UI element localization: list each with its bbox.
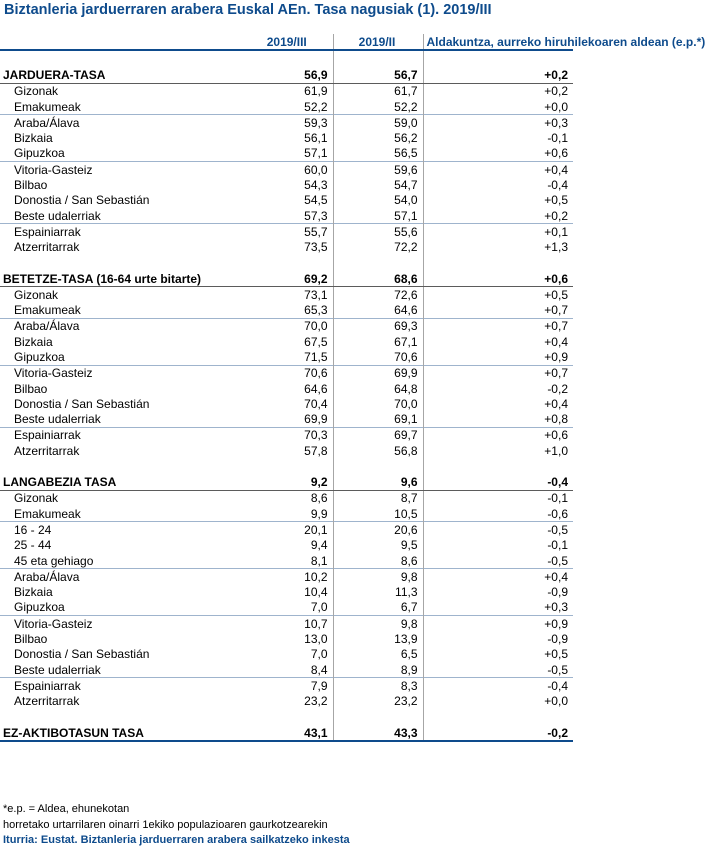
value-change: +0,4: [423, 334, 573, 349]
value-2019-iii: 67,5: [304, 334, 328, 349]
row-label: Gizonak: [14, 84, 59, 99]
spacer-cell: [333, 255, 423, 271]
value-2019-iii: 70,0: [243, 318, 333, 334]
section-label: LANGABEZIA TASA: [0, 474, 243, 490]
value-change: +0,2: [423, 83, 573, 99]
value-2019-ii: 54,0: [333, 193, 423, 208]
value-2019-ii: 13,9: [333, 631, 423, 646]
table-row: [0, 365, 573, 381]
section-value-change: +0,6: [423, 271, 573, 287]
row-label: Donostia / San Sebastián: [14, 647, 150, 662]
final-row: [0, 725, 573, 741]
value-2019-iii: 23,2: [304, 694, 328, 709]
header-2019-iii: 2019/III: [243, 34, 333, 50]
row-label: Bilbao: [14, 381, 48, 396]
value-change: +0,3: [423, 115, 573, 131]
value-2019-ii: 9,8: [333, 616, 423, 632]
value-2019-ii: 72,2: [333, 240, 423, 255]
value-2019-iii: 10,7: [243, 616, 333, 632]
spacer-cell: [333, 50, 423, 67]
table-row: [0, 240, 573, 255]
value-2019-iii: 20,1: [243, 522, 333, 538]
value-change: +0,7: [423, 318, 573, 334]
value-change: -0,1: [423, 130, 573, 145]
spacer-cell: [243, 255, 333, 271]
value-2019-iii: 13,0: [304, 632, 328, 647]
value-2019-iii: 73,1: [304, 287, 328, 302]
row-label: Araba/Álava: [0, 115, 243, 131]
value-2019-ii: 8,7: [333, 490, 423, 506]
value-2019-ii: 23,2: [333, 694, 423, 709]
table-row: [0, 538, 573, 553]
section-header-row: [0, 271, 573, 287]
value-2019-ii: 64,6: [333, 302, 423, 318]
row-label: Gizonak: [14, 287, 59, 302]
row-label: Bizkaia: [14, 585, 53, 600]
table-row: [0, 177, 573, 192]
value-2019-iii: 70,6: [243, 365, 333, 381]
row-label: Espainiarrak: [0, 427, 243, 443]
table-row: [0, 349, 573, 365]
header-blank: [0, 34, 243, 50]
row-label: Vitoria-Gasteiz: [0, 162, 243, 178]
row-label: Vitoria-Gasteiz: [0, 616, 243, 632]
value-2019-iii: 60,0: [243, 162, 333, 178]
header-change: Aldakuntza, aurreko hiruhilekoaren aldean (e.p.*): [423, 34, 573, 50]
final-value-2019-ii: 43,3: [333, 725, 423, 741]
source-note: Iturria: Eustat. Biztanleria jarduerraren arabera sailkatzeko inkesta: [3, 834, 350, 846]
section-value-change: +0,2: [423, 67, 573, 83]
table-row: [0, 334, 573, 349]
spacer-cell: [243, 709, 333, 725]
table-row: [0, 208, 573, 224]
value-change: +0,4: [423, 162, 573, 178]
value-change: +0,4: [423, 396, 573, 411]
table-row: [0, 287, 573, 303]
value-2019-iii: 10,4: [304, 585, 328, 600]
table-row: [0, 146, 573, 162]
value-change: -0,5: [423, 522, 573, 538]
value-2019-ii: 6,7: [333, 600, 423, 616]
value-2019-iii: 55,7: [243, 224, 333, 240]
value-2019-ii: 56,5: [333, 146, 423, 162]
spacer-cell: [333, 458, 423, 474]
table-row: [0, 616, 573, 632]
value-2019-iii: 10,2: [243, 569, 333, 585]
row-label: Bilbao: [14, 632, 48, 647]
value-change: -0,5: [423, 662, 573, 678]
value-change: -0,1: [423, 538, 573, 553]
row-label: Araba/Álava: [0, 569, 243, 585]
value-2019-iii: 54,3: [304, 178, 328, 193]
row-label: Beste udalerriak: [14, 412, 101, 427]
value-2019-iii: 56,1: [304, 131, 328, 146]
row-label: Atzerritarrak: [14, 443, 80, 458]
section-label: JARDUERA-TASA: [0, 67, 243, 83]
value-2019-iii: 57,8: [304, 443, 328, 458]
value-2019-ii: 69,3: [333, 318, 423, 334]
row-label: Gipuzkoa: [14, 600, 65, 615]
value-change: +0,7: [423, 365, 573, 381]
spacer-row: [0, 255, 573, 271]
note-basis: horretako urtarrilaren oinarri 1ekiko populazioaren gaurkotzearekin: [3, 818, 328, 831]
value-2019-iii: 57,1: [304, 146, 328, 161]
table-row: [0, 490, 573, 506]
section-value-2019-iii: 56,9: [243, 67, 333, 83]
value-change: +1,0: [423, 443, 573, 458]
value-2019-iii: 8,4: [310, 662, 328, 677]
table-row: [0, 694, 573, 709]
section-value-2019-ii: 56,7: [333, 67, 423, 83]
row-label: Donostia / San Sebastián: [14, 396, 150, 411]
row-label: Vitoria-Gasteiz: [0, 365, 243, 381]
final-label: EZ-AKTIBOTASUN TASA: [0, 725, 243, 741]
row-label: Emakumeak: [14, 99, 81, 114]
section-value-2019-iii: 69,2: [243, 271, 333, 287]
row-label: Emakumeak: [14, 303, 81, 318]
spacer-cell: [0, 458, 243, 474]
row-label: Gipuzkoa: [14, 349, 65, 364]
row-label: Donostia / San Sebastián: [14, 193, 150, 208]
spacer-cell: [0, 709, 243, 725]
table-row: [0, 678, 573, 694]
table-row: [0, 302, 573, 318]
footnotes: [3, 802, 573, 849]
section-label: BETETZE-TASA (16-64 urte bitarte): [0, 271, 243, 287]
row-label: Araba/Álava: [0, 318, 243, 334]
value-2019-ii: 8,6: [333, 553, 423, 569]
value-2019-iii: 8,1: [310, 553, 328, 568]
table-row: [0, 553, 573, 569]
value-2019-ii: 69,7: [333, 427, 423, 443]
row-label: Emakumeak: [14, 506, 81, 521]
value-2019-iii: 64,6: [304, 381, 328, 396]
value-change: +0,0: [423, 99, 573, 115]
value-2019-ii: 59,6: [333, 162, 423, 178]
table-row: [0, 162, 573, 178]
table-row: [0, 585, 573, 600]
row-label: Gipuzkoa: [14, 146, 65, 161]
value-change: +1,3: [423, 240, 573, 255]
header-2019-ii: 2019/II: [333, 34, 423, 50]
table-row: [0, 83, 573, 99]
section-value-2019-ii: 9,6: [333, 474, 423, 490]
value-2019-ii: 54,7: [333, 177, 423, 192]
table-row: [0, 115, 573, 131]
table-row: [0, 427, 573, 443]
value-change: -0,6: [423, 506, 573, 522]
value-2019-ii: 64,8: [333, 381, 423, 396]
value-change: +0,6: [423, 146, 573, 162]
value-2019-ii: 56,2: [333, 130, 423, 145]
value-2019-ii: 57,1: [333, 208, 423, 224]
value-change: +0,1: [423, 224, 573, 240]
value-2019-ii: 9,8: [333, 569, 423, 585]
value-2019-iii: 7,0: [310, 600, 328, 615]
section-header-row: [0, 474, 573, 490]
spacer-cell: [0, 255, 243, 271]
value-change: +0,5: [423, 193, 573, 208]
value-2019-ii: 70,6: [333, 349, 423, 365]
table-row: [0, 224, 573, 240]
section-header-row: [0, 67, 573, 83]
table-row: [0, 99, 573, 115]
value-change: +0,9: [423, 616, 573, 632]
final-value-change: -0,2: [423, 725, 573, 741]
value-2019-iii: 54,5: [304, 193, 328, 208]
row-label: Bizkaia: [14, 131, 53, 146]
section-value-change: -0,4: [423, 474, 573, 490]
row-label: Espainiarrak: [0, 224, 243, 240]
value-change: -0,4: [423, 678, 573, 694]
table-row: [0, 569, 573, 585]
spacer-row: [0, 458, 573, 474]
value-change: +0,4: [423, 569, 573, 585]
row-label: Atzerritarrak: [14, 694, 80, 709]
table-row: [0, 318, 573, 334]
value-2019-iii: 70,3: [243, 427, 333, 443]
value-2019-ii: 8,9: [333, 662, 423, 678]
value-2019-ii: 69,1: [333, 412, 423, 428]
value-2019-iii: 7,0: [310, 647, 328, 662]
value-2019-iii: 61,9: [304, 84, 328, 99]
spacer-cell: [423, 709, 573, 725]
value-change: +0,5: [423, 287, 573, 303]
spacer-cell: [0, 50, 243, 67]
value-2019-iii: 57,3: [304, 208, 328, 223]
note-ep: *e.p. = Aldea, ehunekotan: [3, 803, 130, 815]
row-label: Gizonak: [14, 491, 59, 506]
table-row: [0, 443, 573, 458]
value-2019-iii: 73,5: [304, 240, 328, 255]
value-2019-iii: 59,3: [243, 115, 333, 131]
value-change: +0,3: [423, 600, 573, 616]
table-title: Biztanleria jarduerraren arabera Euskal AEn. Tasa nagusiak (1). 2019/III: [4, 2, 492, 18]
table-row: [0, 631, 573, 646]
value-change: -0,2: [423, 381, 573, 396]
value-2019-iii: 71,5: [304, 349, 328, 364]
row-label: 16 - 24: [0, 522, 243, 538]
row-label: Espainiarrak: [0, 678, 243, 694]
value-change: +0,7: [423, 302, 573, 318]
value-2019-ii: 72,6: [333, 287, 423, 303]
value-2019-ii: 52,2: [333, 99, 423, 115]
section-value-2019-iii: 9,2: [243, 474, 333, 490]
value-2019-iii: 65,3: [304, 303, 328, 318]
table-row: [0, 412, 573, 428]
value-2019-iii: 8,6: [310, 491, 328, 506]
table-row: [0, 193, 573, 208]
table-row: [0, 506, 573, 522]
spacer-cell: [243, 50, 333, 67]
value-2019-iii: 9,9: [310, 506, 328, 521]
value-2019-iii: 70,4: [304, 396, 328, 411]
value-change: -0,1: [423, 490, 573, 506]
value-change: -0,9: [423, 585, 573, 600]
row-label: Beste udalerriak: [14, 662, 101, 677]
row-label: 25 - 44: [14, 538, 52, 553]
value-2019-ii: 67,1: [333, 334, 423, 349]
value-2019-ii: 59,0: [333, 115, 423, 131]
table-row: [0, 130, 573, 145]
table-row: [0, 522, 573, 538]
value-2019-iii: 69,9: [304, 412, 328, 427]
value-2019-ii: 55,6: [333, 224, 423, 240]
value-2019-ii: 20,6: [333, 522, 423, 538]
table-row: [0, 647, 573, 662]
value-2019-ii: 56,8: [333, 443, 423, 458]
value-change: +0,6: [423, 427, 573, 443]
value-2019-ii: 8,3: [333, 678, 423, 694]
value-2019-ii: 61,7: [333, 83, 423, 99]
spacer-cell: [423, 50, 573, 67]
table-row: [0, 662, 573, 678]
value-change: -0,5: [423, 553, 573, 569]
value-change: +0,2: [423, 208, 573, 224]
value-2019-iii: 7,9: [243, 678, 333, 694]
row-label: Bilbao: [14, 178, 48, 193]
value-2019-ii: 11,3: [333, 585, 423, 600]
row-label: Beste udalerriak: [14, 208, 101, 223]
spacer-cell: [243, 458, 333, 474]
value-change: +0,9: [423, 349, 573, 365]
row-label: Bizkaia: [14, 334, 53, 349]
final-value-2019-iii: 43,1: [243, 725, 333, 741]
value-2019-iii: 52,2: [304, 99, 328, 114]
value-change: +0,8: [423, 412, 573, 428]
spacer-row: [0, 50, 573, 67]
spacer-cell: [333, 709, 423, 725]
header-row: [0, 34, 573, 50]
section-value-2019-ii: 68,6: [333, 271, 423, 287]
value-2019-ii: 69,9: [333, 365, 423, 381]
spacer-row: [0, 709, 573, 725]
value-2019-ii: 70,0: [333, 396, 423, 411]
row-label: 45 eta gehiago: [14, 553, 94, 568]
value-2019-ii: 6,5: [333, 647, 423, 662]
value-change: -0,9: [423, 631, 573, 646]
table-row: [0, 396, 573, 411]
table-row: [0, 600, 573, 616]
value-change: -0,4: [423, 177, 573, 192]
row-label: Atzerritarrak: [14, 240, 80, 255]
value-2019-ii: 9,5: [333, 538, 423, 553]
spacer-cell: [423, 255, 573, 271]
value-change: +0,0: [423, 694, 573, 709]
spacer-cell: [423, 458, 573, 474]
value-change: +0,5: [423, 647, 573, 662]
table-row: [0, 381, 573, 396]
value-2019-iii: 9,4: [310, 538, 328, 553]
value-2019-ii: 10,5: [333, 506, 423, 522]
data-table: [0, 34, 705, 742]
